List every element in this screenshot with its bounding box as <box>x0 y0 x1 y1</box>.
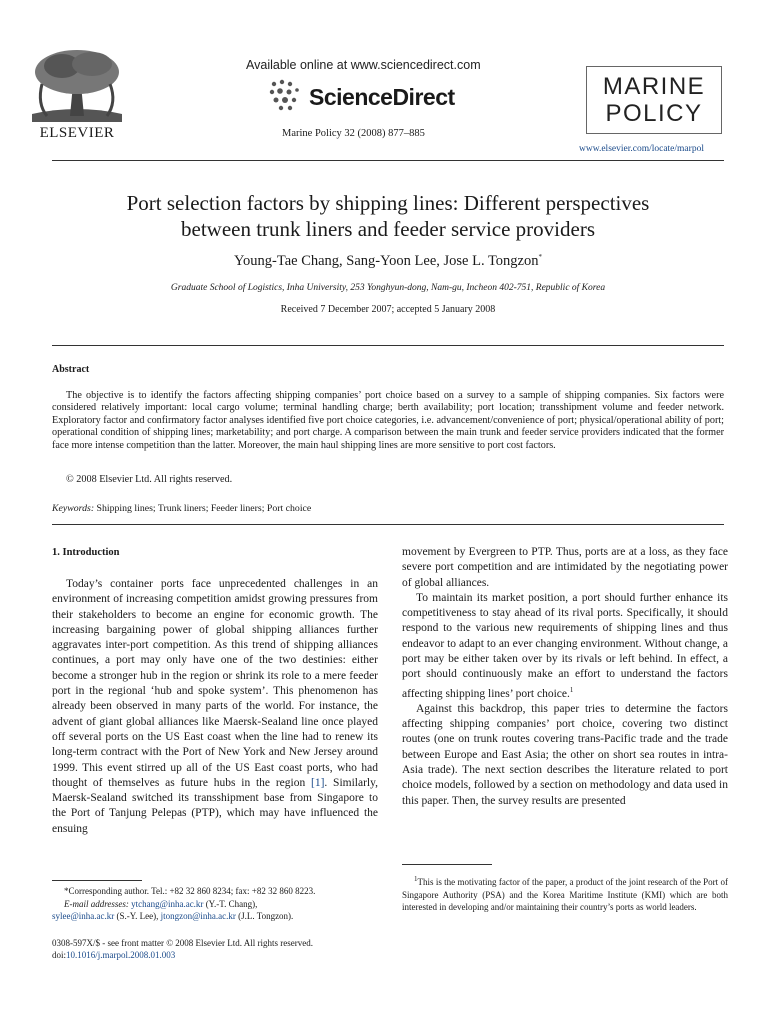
elsevier-tree-logo <box>22 44 132 134</box>
abstract-top-divider <box>52 345 724 346</box>
left-footnote-rule <box>52 880 142 881</box>
article-title <box>52 190 724 242</box>
title-line-1: Port selection factors by shipping lines: Different perspectives <box>126 191 650 215</box>
abstract-text: The objective is to identify the factors affecting shipping companies’ port choice based on a survey to a sample of shipping companies. Six factors were considered relatively important: local cargo volume; terminal handling charge; berth availability; port location; transshipment volume and feeder network. Exploratory factor and confirmatory factor analyses identified five port choice categories, i.e. advancement/convenience of port; physical/operational ability of port; operational condition of shipping lines; marketability; and port charge. A comparison between the main trunk and feeder service providers indicated that the former face more intense competition than the latter. Moreover, the main haul shipping lines are more sensitive to port cost factors. <box>52 390 724 451</box>
abstract-copyright: © 2008 Elsevier Ltd. All rights reserved. <box>66 474 233 485</box>
doi-label: doi: <box>52 950 67 960</box>
corresponding-author-footnote <box>52 885 378 962</box>
journal-citation: Marine Policy 32 (2008) 877–885 <box>282 128 425 139</box>
abstract-bottom-divider <box>52 524 724 525</box>
doi-link[interactable]: 10.1016/j.marpol.2008.01.003 <box>66 950 176 960</box>
journal-name-line1: MARINE <box>602 73 706 100</box>
email-line <box>52 898 378 911</box>
footnote-1-text: This is the motivating factor of the paper, a product of the joint research of the Port of Singapore Authority (PSA) and the Korea Maritime Institute (KMI) which are both interested in developing and/or maintaining their country’s ports as world leaders. <box>402 877 728 912</box>
corresponding-author-mark[interactable]: * <box>538 253 542 262</box>
email-name-chang: (Y.-T. Chang), <box>203 898 258 909</box>
keywords-list: Shipping lines; Trunk liners; Feeder liners; Port choice <box>96 503 312 514</box>
footnote-1 <box>402 873 728 914</box>
keywords-label: Keywords: <box>52 503 95 514</box>
affiliation: Graduate School of Logistics, Inha University, 253 Yonghyun-dong, Nam-gu, Incheon 402-751, Republic of Korea <box>170 283 606 293</box>
right-footnote-rule <box>402 864 492 865</box>
doi-line <box>52 949 378 962</box>
email-link-chang[interactable]: ytchang@inha.ac.kr <box>131 898 204 909</box>
footnote-1-mark: 1 <box>414 875 418 883</box>
corresponding-author-text: *Corresponding author. Tel.: +82 32 860 8234; fax: +82 32 860 8223. <box>64 886 316 896</box>
email-name-lee: (S.-Y. Lee), <box>114 911 161 921</box>
sciencedirect-brand: ScienceDirect <box>309 84 455 110</box>
email-link-tongzon[interactable]: jtongzon@inha.ac.kr <box>160 911 236 921</box>
intro-p1-text-a: Today’s container ports face unprecedented challenges in an environment of increasing competition amidst growing pressures from their stakeholders to become an engine for economic growth. The increasing bargaining power of global shipping alliances further aggravates inter-port competition. As this trend of shipping alliances continues, a port may only have one of the two destinies: either become a stronger hub in the region or shrink its role to a mere feeder port in the regional ‘hub and spoke system’. This phenomenon has already been observed in many parts of the world. For instance, the advent of giant global alliances like Maersk-Sealand line once played off several ports on the US East coast when the line had to renew its long-term contract with the Port of New York and New Jersey around 1999. This event stirred up all of the US East coast ports, who had thought of themselves as future hubs in the region <box>52 578 378 789</box>
authors <box>52 253 724 270</box>
right-paragraph-2 <box>402 591 728 702</box>
section-heading-introduction: 1. Introduction <box>52 547 120 558</box>
right-p2-text: To maintain its market position, a port should further enhance its competitiveness to stay ahead of its rival ports. Specifically, it should respond to the various new requirements of shipping lines and thus endeavor to adapt to an ever changing environment. Without change, a port may be either taken over by its rivals or left behind. In effect, a port should continuously make an effort to understand the factors affecting shipping lines’ port choice. <box>402 591 728 700</box>
email-link-lee[interactable]: sylee@inha.ac.kr <box>52 911 115 921</box>
intro-paragraph-1 <box>52 577 378 837</box>
journal-logo-box <box>586 66 722 134</box>
email-name-tongzon: (J.L. Tongzon). <box>235 911 294 921</box>
journal-name-line2: POLICY <box>605 100 703 127</box>
sciencedirect-dots-icon <box>268 78 302 112</box>
right-paragraph-1: movement by Evergreen to PTP. Thus, ports are at a loss, as they face severe port competition and are intimidated by the negotiating power of global alliances. <box>402 546 728 589</box>
received-dates: Received 7 December 2007; accepted 5 January 2008 <box>280 304 496 315</box>
keywords <box>52 503 311 514</box>
authors-text: Young-Tae Chang, Sang-Yoon Lee, Jose L. Tongzon <box>234 253 539 269</box>
intro-p1-text-b: . Similarly, Maersk-Sealand switched its transshipment base from Singapore to the Port of Tanjung Pelepas (PTP), which may have influenced the ensuing <box>52 776 378 835</box>
journal-url-link[interactable]: www.elsevier.com/locate/marpol <box>579 144 704 154</box>
abstract-heading: Abstract <box>52 364 90 375</box>
publisher-name: ELSEVIER <box>39 125 115 141</box>
right-paragraph-3: Against this backdrop, this paper tries to determine the factors affecting shipping companies’ port choice, covering two distinct routes (one on trunk routes covering trans-Pacific trade and the trade between Europe and East Asia; the other on short sea routes in intra-Asia trade). The next section describes the literature related to port choice models, followed by a section on methodology and data used in this paper. Then, the survey results are presented <box>402 702 728 807</box>
email-label: E-mail addresses: <box>64 898 129 909</box>
citation-link-1[interactable]: [1] <box>310 776 325 789</box>
header-divider <box>52 160 724 161</box>
footnote-mark-1[interactable]: 1 <box>569 685 574 694</box>
right-column-body <box>402 545 728 809</box>
available-online-text[interactable]: Available online at www.sciencedirect.com <box>246 58 481 72</box>
issn-line: 0308-597X/$ - see front matter © 2008 Elsevier Ltd. All rights reserved. <box>52 937 314 948</box>
email-line-2 <box>52 910 378 923</box>
title-line-2: between trunk liners and feeder service providers <box>181 217 595 241</box>
left-column-body <box>52 577 378 837</box>
